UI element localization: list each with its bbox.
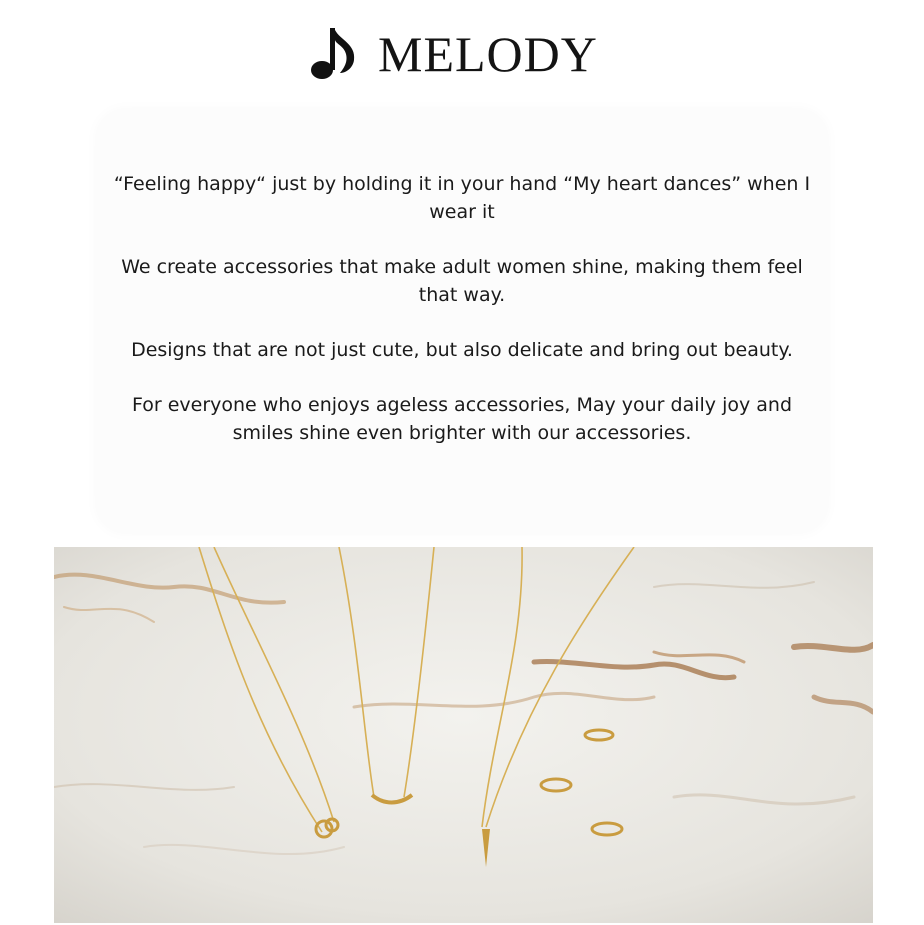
brand-message — [97, 170, 827, 474]
message-paragraph: We create accessories that make adult women shine, making them feel that way. — [121, 256, 803, 306]
site-header — [0, 0, 924, 100]
brand-name: MELODY — [378, 26, 598, 82]
message-paragraph: “Feeling happy“ just by holding it in your hand “My heart dances” when I wear it — [113, 173, 811, 223]
message-paragraph: Designs that are not just cute, but also delicate and bring out beauty. — [131, 339, 793, 361]
brand-message-card — [97, 110, 827, 532]
jewelry-on-marble-illustration — [54, 547, 873, 923]
music-note-icon — [310, 26, 362, 82]
brand-logo[interactable] — [310, 24, 598, 84]
hero-image — [54, 547, 873, 923]
message-paragraph: For everyone who enjoys ageless accessories, May your daily joy and smiles shine even brighter with our accessories. — [131, 394, 793, 444]
